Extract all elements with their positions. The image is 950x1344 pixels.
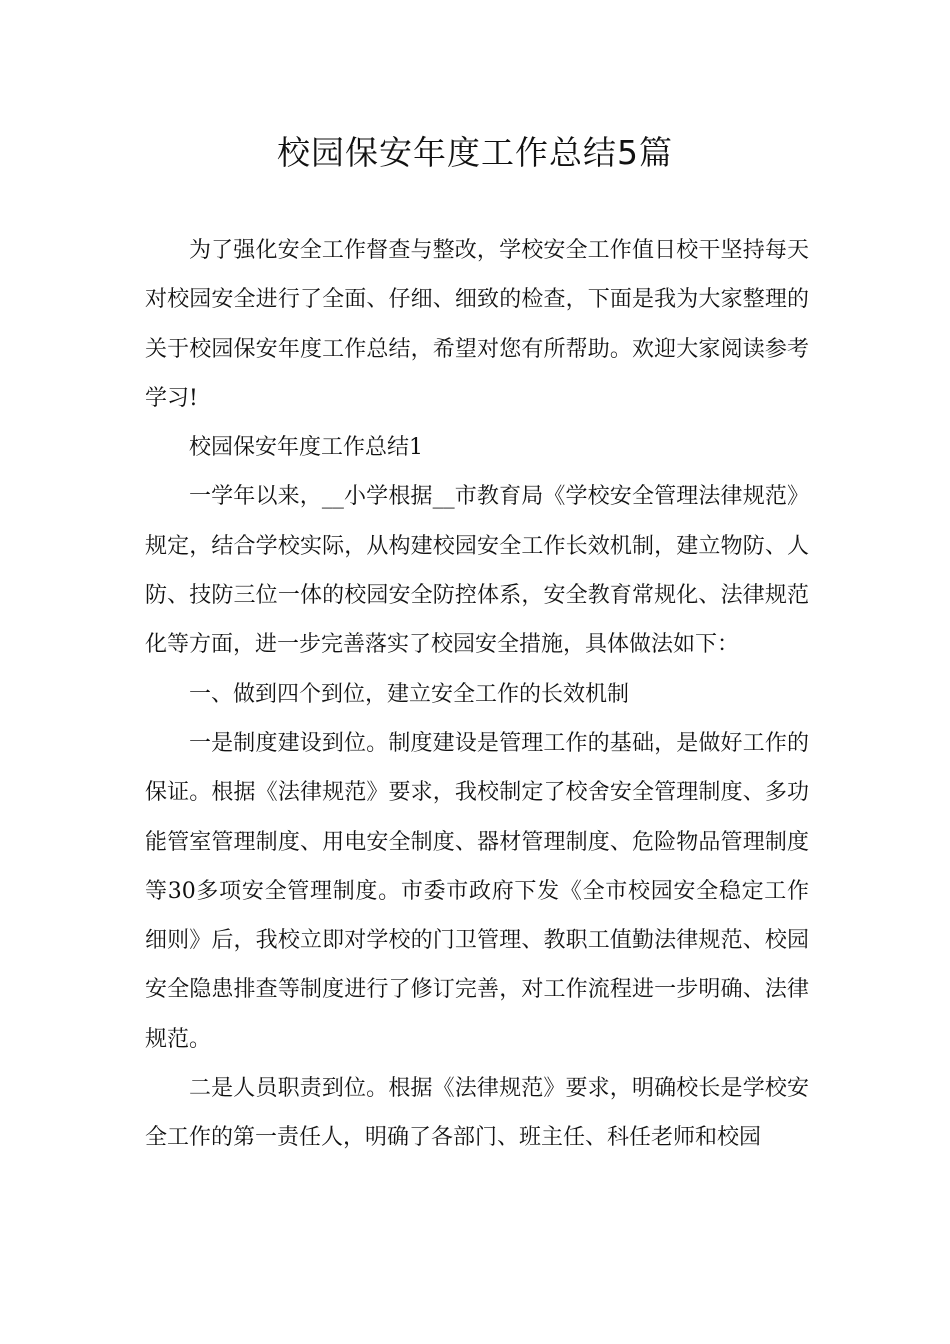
paragraph-intro: 为了强化安全工作督查与整改，学校安全工作值日校干坚持每天对校园安全进行了全面、仔细、细致的检查，下面是我为大家整理的关于校园保安年度工作总结，希望对您有所帮助。欢迎大家阅读参考学习! bbox=[145, 238, 809, 411]
document-title: 校园保安年度工作总结5篇 bbox=[277, 133, 673, 172]
subheading-four-in-place: 一、做到四个到位，建立安全工作的长效机制 bbox=[189, 681, 630, 707]
paragraph-staff-duties: 二是人员职责到位。根据《法律规范》要求，明确校长是学校安全工作的第一责任人，明确了各部门、班主任、科任老师和校园 bbox=[145, 1076, 809, 1151]
section-heading-summary-1: 校园保安年度工作总结1 bbox=[189, 435, 423, 461]
paragraph-overview: 一学年以来，__小学根据__市教育局《学校安全管理法律规范》规定，结合学校实际，从构建校园安全工作长效机制，建立物防、人防、技防三位一体的校园安全防控体系，安全教育常规化、法律规范化等方面，进一步完善落实了校园安全措施，具体做法如下： bbox=[145, 484, 809, 658]
document-body bbox=[145, 226, 809, 1163]
paragraph-system-building: 一是制度建设到位。制度建设是管理工作的基础，是做好工作的保证。根据《法律规范》要求，我校制定了校舍安全管理制度、多功能管室管理制度、用电安全制度、器材管理制度、危险物品管理制度等30多项安全管理制度。市委市政府下发《全市校园安全稳定工作细则》后，我校立即对学校的门卫管理、教职工值勤法律规范、校园安全隐患排查等制度进行了修订完善，对工作流程进一步明确、法律规范。 bbox=[145, 730, 809, 1052]
